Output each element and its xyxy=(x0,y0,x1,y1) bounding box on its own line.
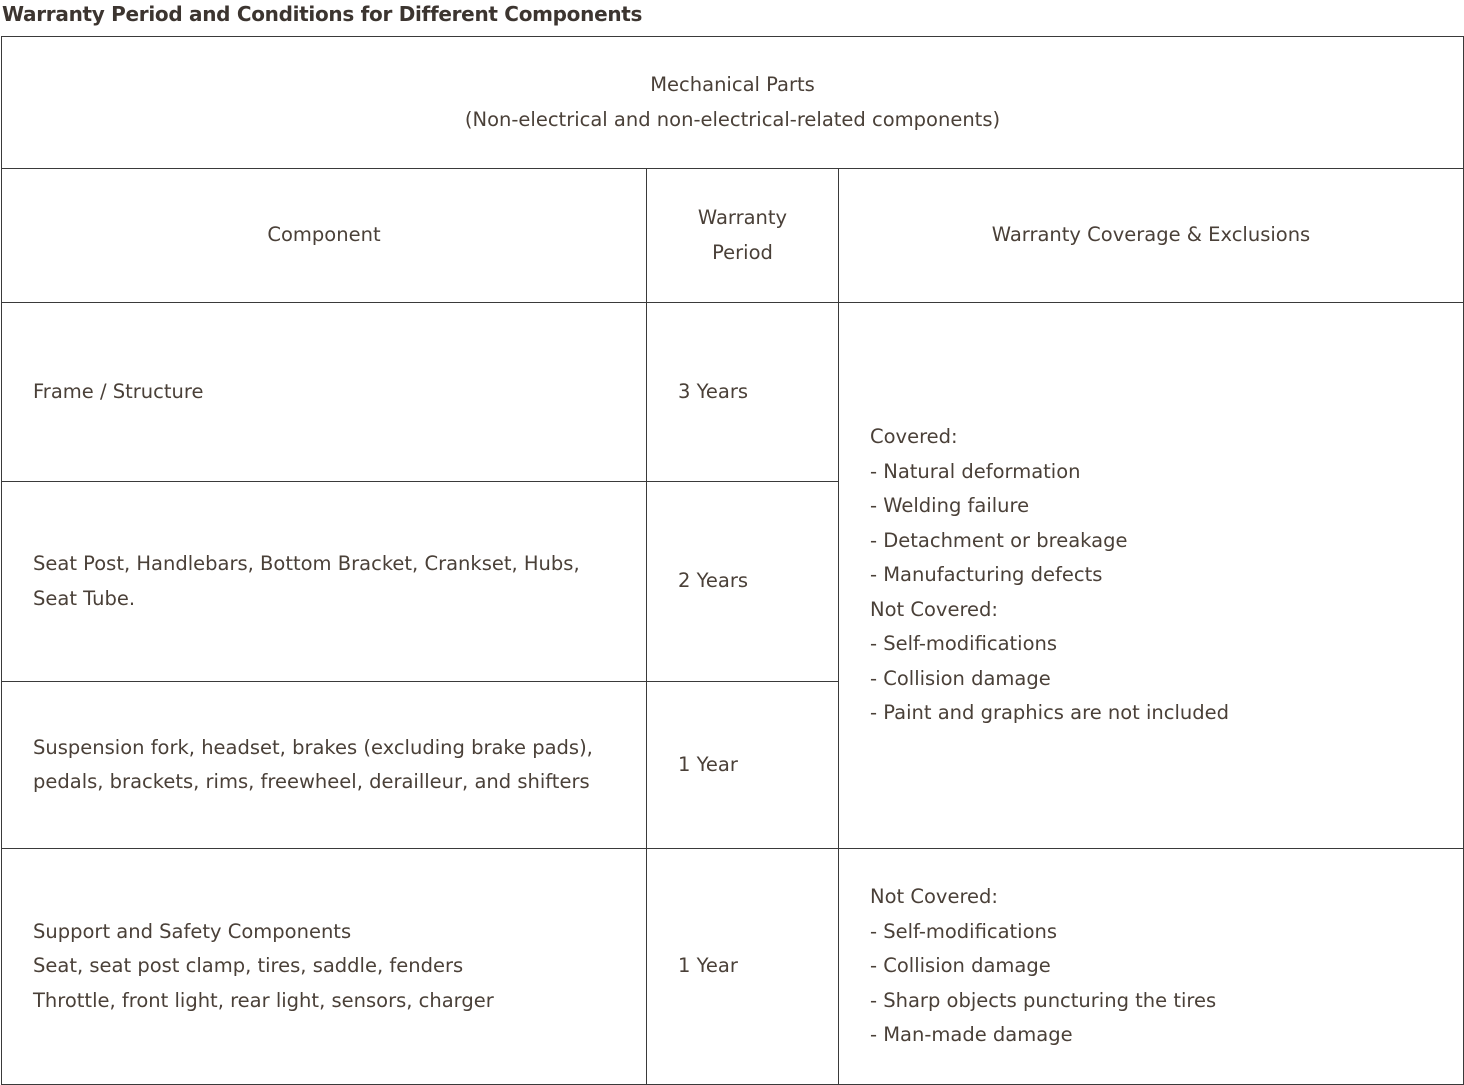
exclusion-heading: Not Covered: xyxy=(870,885,998,909)
coverage-item: - Welding failure xyxy=(870,494,1030,518)
component-text: Suspension fork, headset, brakes (excluding brake pads), pedals, brackets, rims, freewheel, derailleur, and shifters xyxy=(33,735,593,793)
component-group-line: Throttle, front light, rear light, sensors, charger xyxy=(33,988,494,1012)
column-header-row xyxy=(2,169,1464,303)
coverage-item: - Manufacturing defects xyxy=(870,563,1103,587)
column-header-period-line1: Warranty xyxy=(697,206,788,229)
period-cell: 1 Year xyxy=(647,849,839,1085)
warranty-table xyxy=(1,36,1464,1085)
section-header-row xyxy=(2,37,1464,169)
section-title: Mechanical Parts xyxy=(650,73,815,96)
table-row xyxy=(2,849,1464,1085)
coverage-cell xyxy=(839,303,1464,849)
component-cell xyxy=(2,482,647,682)
period-cell: 2 Years xyxy=(647,482,839,682)
exclusion-item: - Self-modifications xyxy=(870,632,1058,656)
component-cell xyxy=(2,682,647,849)
component-group-title: Support and Safety Components xyxy=(33,919,352,943)
coverage-item: - Detachment or breakage xyxy=(870,528,1128,552)
coverage-heading: Covered: xyxy=(870,425,958,449)
exclusion-item: - Man-made damage xyxy=(870,1023,1073,1047)
column-header-period-line2: Period xyxy=(712,240,773,264)
component-cell xyxy=(2,849,647,1085)
exclusion-item: - Collision damage xyxy=(870,954,1051,978)
exclusion-item: - Collision damage xyxy=(870,666,1051,690)
column-header-component: Component xyxy=(2,169,647,303)
table-row xyxy=(2,303,1464,482)
exclusion-item: - Paint and graphics are not included xyxy=(870,701,1230,725)
exclusion-item: - Self-modifications xyxy=(870,919,1058,943)
page-title: Warranty Period and Conditions for Different Components xyxy=(2,2,643,26)
column-header-period xyxy=(647,169,839,303)
coverage-list xyxy=(870,880,1432,1053)
component-text: Frame / Structure xyxy=(33,379,204,403)
period-cell: 3 Years xyxy=(647,303,839,482)
period-cell: 1 Year xyxy=(647,682,839,849)
component-group-line: Seat, seat post clamp, tires, saddle, fenders xyxy=(33,954,464,978)
component-text: Seat Post, Handlebars, Bottom Bracket, Crankset, Hubs, Seat Tube. xyxy=(33,552,580,610)
section-header-cell xyxy=(2,37,1464,169)
column-header-coverage: Warranty Coverage & Exclusions xyxy=(839,169,1464,303)
component-cell xyxy=(2,303,647,482)
exclusion-heading: Not Covered: xyxy=(870,597,998,621)
exclusion-item: - Sharp objects puncturing the tires xyxy=(870,988,1217,1012)
coverage-cell xyxy=(839,849,1464,1085)
section-subtitle: (Non-electrical and non-electrical-related components) xyxy=(464,107,1001,131)
coverage-item: - Natural deformation xyxy=(870,459,1081,483)
coverage-list xyxy=(870,420,1432,731)
